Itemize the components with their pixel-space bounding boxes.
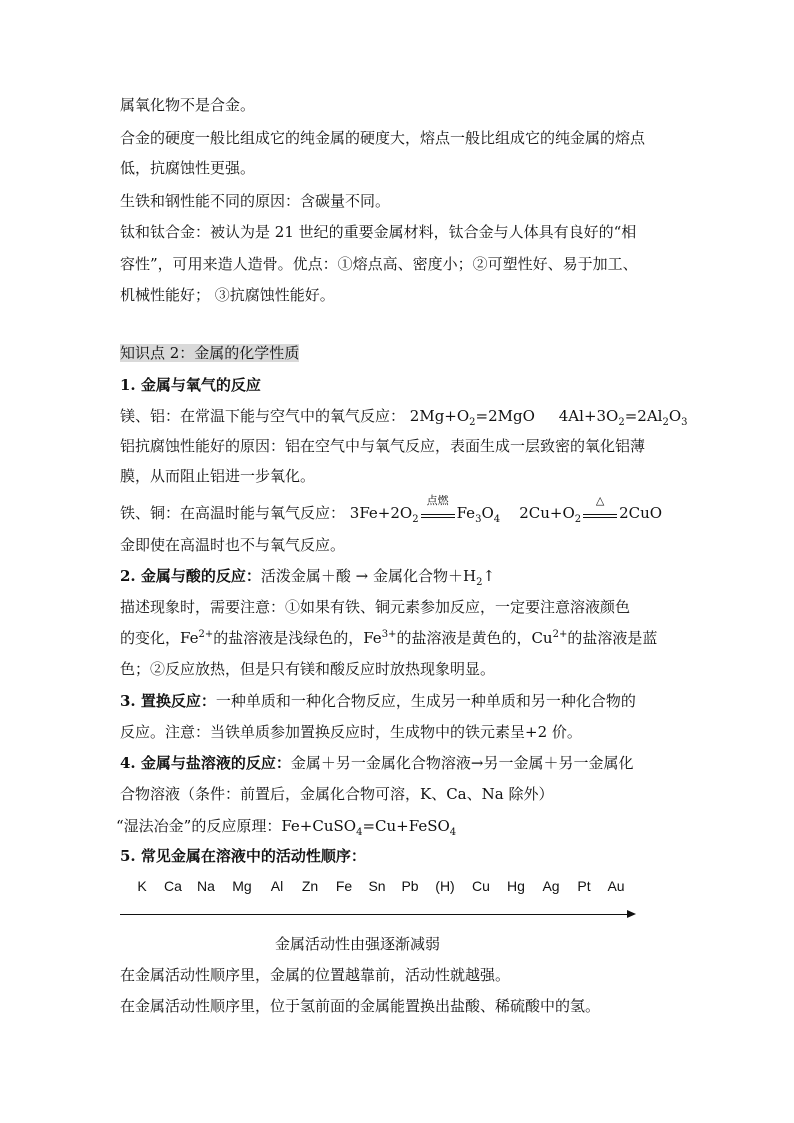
paragraph-line: 金即使在高温时也不与氧气反应。 <box>120 536 346 554</box>
fe-cu-reaction-line <box>120 494 663 525</box>
heading-displacement-line: 3. 置换反应：一种单质和一种化合物反应，生成另一种单质和另一种化合物的 <box>120 692 636 710</box>
heading-acid-line <box>120 566 495 586</box>
paragraph-line: 合金的硬度一般比组成它的纯金属的硬度大，熔点一般比组成它的纯金属的熔点 <box>120 129 646 147</box>
paragraph-line: 在金属活动性顺序里，金属的位置越靠前，活动性就越强。 <box>120 966 511 984</box>
acid-scheme: 活泼金属＋酸 → 金属化合物$+H_2↑$ <box>260 567 496 588</box>
fe-cu-lead: 铁、铜：在高温时能与氧气反应： <box>120 504 346 522</box>
paragraph-line: 的变化，$Fe^{2+}$的盐溶液是浅绿色的，$Fe^{3+}$的盐溶液是黄色的，$Cu^{2+}$的盐溶液是蓝 <box>120 629 658 647</box>
metal-symbol: Hg <box>507 878 525 894</box>
metal-activity-series <box>135 878 635 900</box>
heading-salt: 4. 金属与盐溶液的反应： <box>120 754 291 772</box>
metal-symbol: Sn <box>368 878 386 894</box>
equation-wet-metallurgy: Fe+CuSO$_4$=Cu+FeSO$_4$ <box>281 817 457 838</box>
section-title <box>120 343 299 363</box>
heading-oxygen: 1. 金属与氧气的反应 <box>120 376 261 394</box>
arrow-label: 金属活动性由强逐渐减弱 <box>275 935 441 953</box>
equation-mg: $2Mg+O_2=2MgO$ <box>409 407 535 428</box>
metal-symbol: Ag <box>542 878 560 894</box>
condition-label: △ <box>595 494 605 507</box>
burn-condition <box>421 494 455 518</box>
metal-symbol: Na <box>197 878 215 894</box>
metal-symbol: (H) <box>435 878 455 894</box>
metal-symbol: Al <box>270 878 284 894</box>
equation-al: $4Al+3O_2=2Al_2O_3$ <box>558 407 688 428</box>
metal-symbol: Au <box>607 878 625 894</box>
metal-symbol: Fe <box>335 878 353 894</box>
heading-displacement: 3. 置换反应： <box>120 692 216 710</box>
paragraph-line: 在金属活动性顺序里，位于氢前面的金属能置换出盐酸、稀硫酸中的氢。 <box>120 997 601 1015</box>
paragraph-line: 生铁和钢性能不同的原因：含碳量不同。 <box>120 192 391 210</box>
equation-cu: $2Cu+O_2$ △ 2CuO <box>519 504 662 522</box>
heading-salt-line: 4. 金属与盐溶液的反应：金属＋另一金属化合物溶液→另一金属＋另一金属化 <box>120 754 634 772</box>
section-title-text: 知识点 2：金属的化学性质 <box>120 344 300 362</box>
paragraph-line: 铝抗腐蚀性能好的原因：铝在空气中与氧气反应，表面生成一层致密的氧化铝薄 <box>120 437 646 455</box>
mg-al-reaction-line <box>120 406 688 426</box>
condition-label: 点燃 <box>426 494 449 507</box>
paragraph-line: 合物溶液（条件：前置后，金属化合物可溶，K、Ca、Na 除外） <box>120 785 554 803</box>
paragraph-line: 描述现象时，需要注意：①如果有铁、铜元素参加反应，一定要注意溶液颜色 <box>120 598 631 616</box>
metal-symbol: K <box>137 878 147 894</box>
paragraph-line: 色；②反应放热，但是只有镁和酸反应时放热现象明显。 <box>120 660 496 678</box>
metal-symbol: Cu <box>472 878 490 894</box>
metal-symbol: Zn <box>301 878 319 894</box>
heat-condition <box>583 494 617 518</box>
mg-al-lead: 镁、铝：在常温下能与空气中的氧气反应： <box>120 407 406 425</box>
metal-symbol: Pb <box>401 878 419 894</box>
metal-symbol: Ca <box>164 878 182 894</box>
heading-acid: 2. 金属与酸的反应： <box>120 567 261 585</box>
heading-activity-series: 5. 常见金属在溶液中的活动性顺序： <box>120 847 366 865</box>
paragraph-line: 属氧化物不是合金。 <box>120 96 256 114</box>
paragraph-line: 反应。注意：当铁单质参加置换反应时，生成物中的铁元素呈+2 价。 <box>120 723 582 741</box>
paragraph-line: 膜，从而阻止铝进一步氧化。 <box>120 467 316 485</box>
paragraph-line: 低，抗腐蚀性更强。 <box>120 159 256 177</box>
equation-fe: $3Fe+2O_2$ 点燃 $Fe_3O_4$ <box>350 504 500 522</box>
paragraph-line: 钛和钛合金：被认为是 21 世纪的重要金属材料，钛合金与人体具有良好的“相 <box>120 223 637 241</box>
activity-direction-arrow <box>120 914 628 915</box>
wet-metallurgy-line: “湿法冶金”的反应原理：Fe+CuSO$_4$=Cu+FeSO$_4$ <box>116 817 457 838</box>
metal-symbol: Mg <box>232 878 252 894</box>
metal-symbol: Pt <box>577 878 591 894</box>
paragraph-line: 容性”，可用来造人造骨。优点：①熔点高、密度小；②可塑性好、易于加工、 <box>120 255 638 273</box>
paragraph-line: 机械性能好； ③抗腐蚀性能好。 <box>120 286 335 304</box>
